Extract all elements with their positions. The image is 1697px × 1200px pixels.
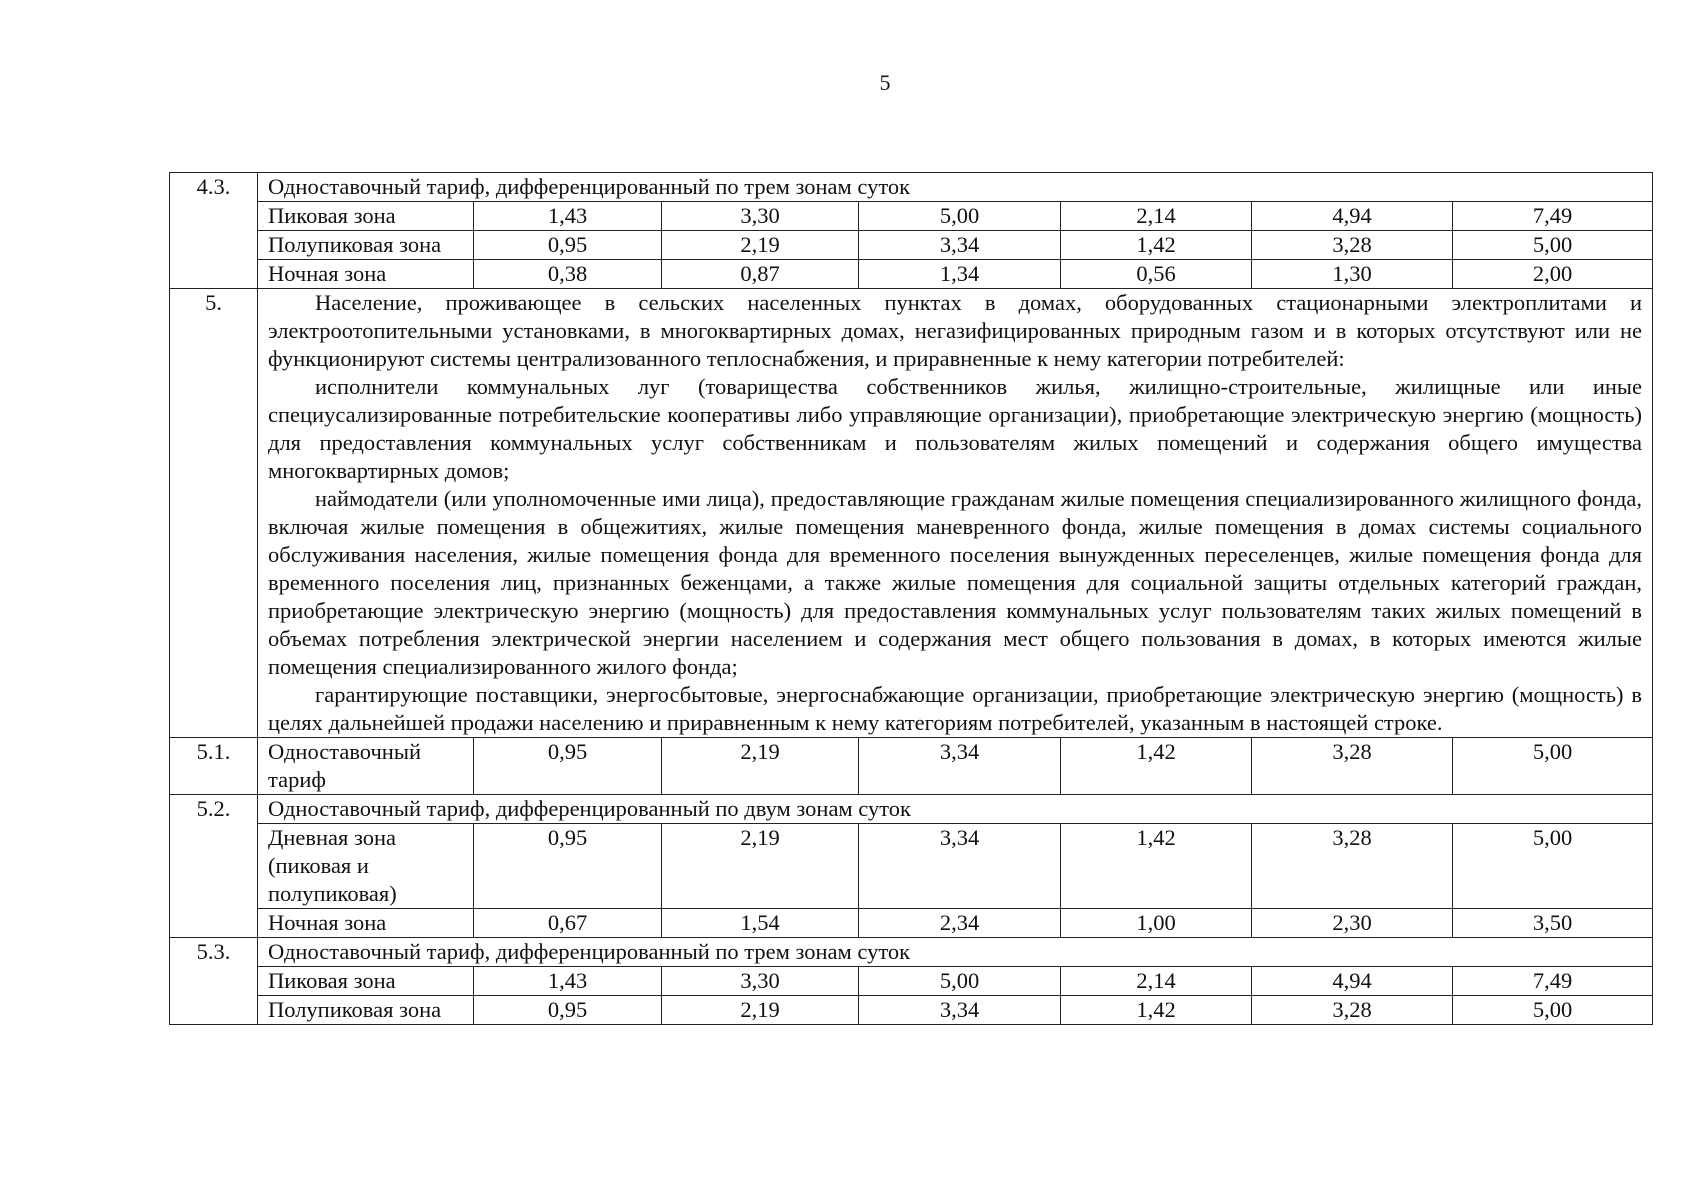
zone-label: Полупиковая зона [258, 996, 474, 1025]
value-cell: 3,34 [859, 231, 1061, 260]
table-row [170, 173, 1653, 202]
value-cell: 1,34 [859, 260, 1061, 289]
value-cell: 2,19 [662, 231, 859, 260]
value-cell: 2,19 [662, 738, 859, 795]
table-row [170, 909, 1653, 938]
value-cell: 5,00 [1453, 738, 1653, 795]
zone-label: Дневная зона (пиковая и полупиковая) [258, 824, 474, 909]
row-number: 5.1. [170, 738, 258, 795]
value-cell: 3,30 [662, 202, 859, 231]
value-cell: 1,42 [1061, 231, 1252, 260]
row-number: 5.2. [170, 795, 258, 938]
value-cell: 5,00 [859, 202, 1061, 231]
value-cell: 3,28 [1252, 738, 1453, 795]
value-cell: 5,00 [1453, 231, 1653, 260]
value-cell: 1,43 [474, 967, 662, 996]
value-cell: 0,95 [474, 824, 662, 909]
section-title: Одноставочный тариф, дифференцированный по двум зонам суток [258, 795, 1653, 824]
table-row [170, 967, 1653, 996]
value-cell: 4,94 [1252, 202, 1453, 231]
description-paragraph: исполнители коммунальных луг (товарищества собственников жилья, жилищно-строительные, жилищные или иные специусализированные потребительские кооперативы либо управляющие организации), приобретающие электрическую энергию (мощность) для предоставления коммунальных услуг собственникам и пользователям жилых помещений и содержания общего имущества многоквартирных домов; [268, 374, 1643, 483]
value-cell: 3,28 [1252, 231, 1453, 260]
value-cell: 1,42 [1061, 824, 1252, 909]
zone-label: Ночная зона [258, 260, 474, 289]
value-cell: 1,00 [1061, 909, 1252, 938]
value-cell: 2,19 [662, 996, 859, 1025]
value-cell: 0,56 [1061, 260, 1252, 289]
value-cell: 4,94 [1252, 967, 1453, 996]
value-cell: 0,95 [474, 738, 662, 795]
value-cell: 0,87 [662, 260, 859, 289]
value-cell: 2,19 [662, 824, 859, 909]
section-title: Одноставочный тариф, дифференцированный по трем зонам суток [258, 938, 1653, 967]
zone-label: Пиковая зона [258, 202, 474, 231]
value-cell: 2,30 [1252, 909, 1453, 938]
value-cell: 2,14 [1061, 202, 1252, 231]
description-paragraph: Население, проживающее в сельских населенных пунктах в домах, оборудованных стационарными электроплитами и электроотопительными установками, в многоквартирных домах, негазифицированных природным газом и в которых отсутствуют или не функционируют системы централизованного теплоснабжения, и приравненные к нему категории потребителей: [268, 290, 1643, 371]
value-cell: 1,54 [662, 909, 859, 938]
value-cell: 2,34 [859, 909, 1061, 938]
description-paragraph: гарантирующие поставщики, энергосбытовые, энергоснабжающие организации, приобретающие электрическую энергию (мощность) в целях дальнейшей продажи населению и приравненным к нему категориям потребителей, указанным в настоящей строке. [268, 682, 1643, 735]
table-row [170, 289, 1653, 738]
tariff-table [169, 172, 1653, 1025]
value-cell: 1,42 [1061, 738, 1252, 795]
value-cell: 0,38 [474, 260, 662, 289]
value-cell: 5,00 [1453, 824, 1653, 909]
value-cell: 0,67 [474, 909, 662, 938]
row-number: 4.3. [170, 173, 258, 289]
section-title: Одноставочный тариф, дифференцированный по трем зонам суток [258, 173, 1653, 202]
table-row [170, 795, 1653, 824]
table-row [170, 202, 1653, 231]
value-cell: 7,49 [1453, 202, 1653, 231]
zone-label: Полупиковая зона [258, 231, 474, 260]
row-number: 5.3. [170, 938, 258, 1025]
value-cell: 3,30 [662, 967, 859, 996]
value-cell: 7,49 [1453, 967, 1653, 996]
table-row [170, 938, 1653, 967]
tariff-label: Одноставочный тариф [258, 738, 474, 795]
value-cell: 3,28 [1252, 824, 1453, 909]
value-cell: 5,00 [859, 967, 1061, 996]
value-cell: 2,00 [1453, 260, 1653, 289]
value-cell: 1,42 [1061, 996, 1252, 1025]
value-cell: 3,34 [859, 996, 1061, 1025]
zone-label: Ночная зона [258, 909, 474, 938]
value-cell: 5,00 [1453, 996, 1653, 1025]
table-row [170, 738, 1653, 795]
value-cell: 1,30 [1252, 260, 1453, 289]
value-cell: 3,28 [1252, 996, 1453, 1025]
table-row [170, 260, 1653, 289]
value-cell: 3,34 [859, 738, 1061, 795]
value-cell: 2,14 [1061, 967, 1252, 996]
value-cell: 3,50 [1453, 909, 1653, 938]
category-description [258, 289, 1653, 738]
table-row [170, 996, 1653, 1025]
value-cell: 1,43 [474, 202, 662, 231]
description-paragraph: наймодатели (или уполномоченные ими лица), предоставляющие гражданам жилые помещения специализированного жилищного фонда, включая жилые помещения в общежитиях, жилые помещения маневренного фонда, жилые помещения в домах системы социального обслуживания населения, жилые помещения фонда для временного поселения вынужденных переселенцев, жилые помещения фонда для временного поселения лиц, признанных беженцами, а также жилые помещения для социальной защиты отдельных категорий граждан, приобретающие электрическую энергию (мощность) для предоставления коммунальных услуг пользователям таких жилых помещений в объемах потребления электрической энергии населением и содержания мест общего пользования в домах, в которых имеются жилые помещения специализированного жилого фонда; [268, 486, 1643, 679]
value-cell: 3,34 [859, 824, 1061, 909]
page-number: 5 [879, 70, 891, 95]
row-number: 5. [170, 289, 258, 738]
value-cell: 0,95 [474, 231, 662, 260]
table-row [170, 231, 1653, 260]
value-cell: 0,95 [474, 996, 662, 1025]
zone-label: Пиковая зона [258, 967, 474, 996]
table-row [170, 824, 1653, 909]
